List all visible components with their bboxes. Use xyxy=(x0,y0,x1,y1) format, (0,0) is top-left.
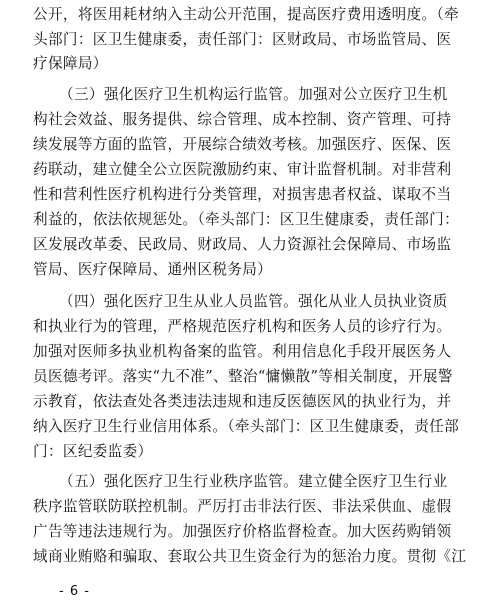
text-line-10: 区发展改革委、民政局、财政局、人力资源社会保障局、市场监 xyxy=(33,236,452,253)
text-line-15: 员医德考评。落实“九不准”、整治“慵懒散”等相关制度，开展警 xyxy=(33,368,453,385)
text-line-18: 门：区纪委监委） xyxy=(33,443,153,460)
text-line-21: 广告等违法违规行为。加强医疗价格监督检查。加大医药购销领 xyxy=(33,523,452,540)
text-line-4: （三）强化医疗卫生机构运行监管。加强对公立医疗卫生机 xyxy=(59,86,448,103)
text-line-16: 示教育，依法查处各类违法违规和违反医德医风的执业行为，并 xyxy=(33,393,452,410)
text-line-22: 域商业贿赂和骗取、套取公共卫生资金行为的惩治力度。贯彻《江 xyxy=(33,548,467,565)
text-line-1: 公开，将医用耗材纳入主动公开范围，提高医疗费用透明度。（牵 xyxy=(33,6,460,23)
text-line-8: 性和营利性医疗机构进行分类管理，对损害患者权益、谋取不当 xyxy=(33,186,452,203)
text-line-14: 加强对医师多执业机构备案的监管。利用信息化手段开展医务人 xyxy=(33,343,452,360)
text-line-12: （四）强化医疗卫生从业人员监管。强化从业人员执业资质 xyxy=(59,293,448,310)
text-line-9: 利益的，依法依规惩处。（牵头部门：区卫生健康委，责任部门： xyxy=(33,211,460,228)
text-line-2: 头部门：区卫生健康委，责任部门：区财政局、市场监管局、医 xyxy=(33,31,452,48)
text-line-7: 药联动，建立健全公立医院激励约束、审计监督机制。对非营利 xyxy=(33,161,452,178)
page-number: - 6 - xyxy=(59,584,90,599)
text-line-3: 疗保障局） xyxy=(33,55,108,72)
text-line-19: （五）强化医疗卫生行业秩序监管。建立健全医疗卫生行业 xyxy=(59,473,448,490)
text-line-11: 管局、医疗保障局、通州区税务局） xyxy=(33,261,273,278)
text-line-17: 纳入医疗卫生行业信用体系。（牵头部门：区卫生健康委，责任部 xyxy=(33,418,460,435)
text-line-13: 和执业行为的管理，严格规范医疗机构和医务人员的诊疗行为。 xyxy=(33,318,452,335)
text-line-6: 续发展等方面的监管，开展综合绩效考核。加强医疗、医保、医 xyxy=(33,136,452,153)
text-line-5: 构社会效益、服务提供、综合管理、成本控制、资产管理、可持 xyxy=(33,111,452,128)
text-line-20: 秩序监管联防联控机制。严厉打击非法行医、非法采供血、虚假 xyxy=(33,498,452,515)
